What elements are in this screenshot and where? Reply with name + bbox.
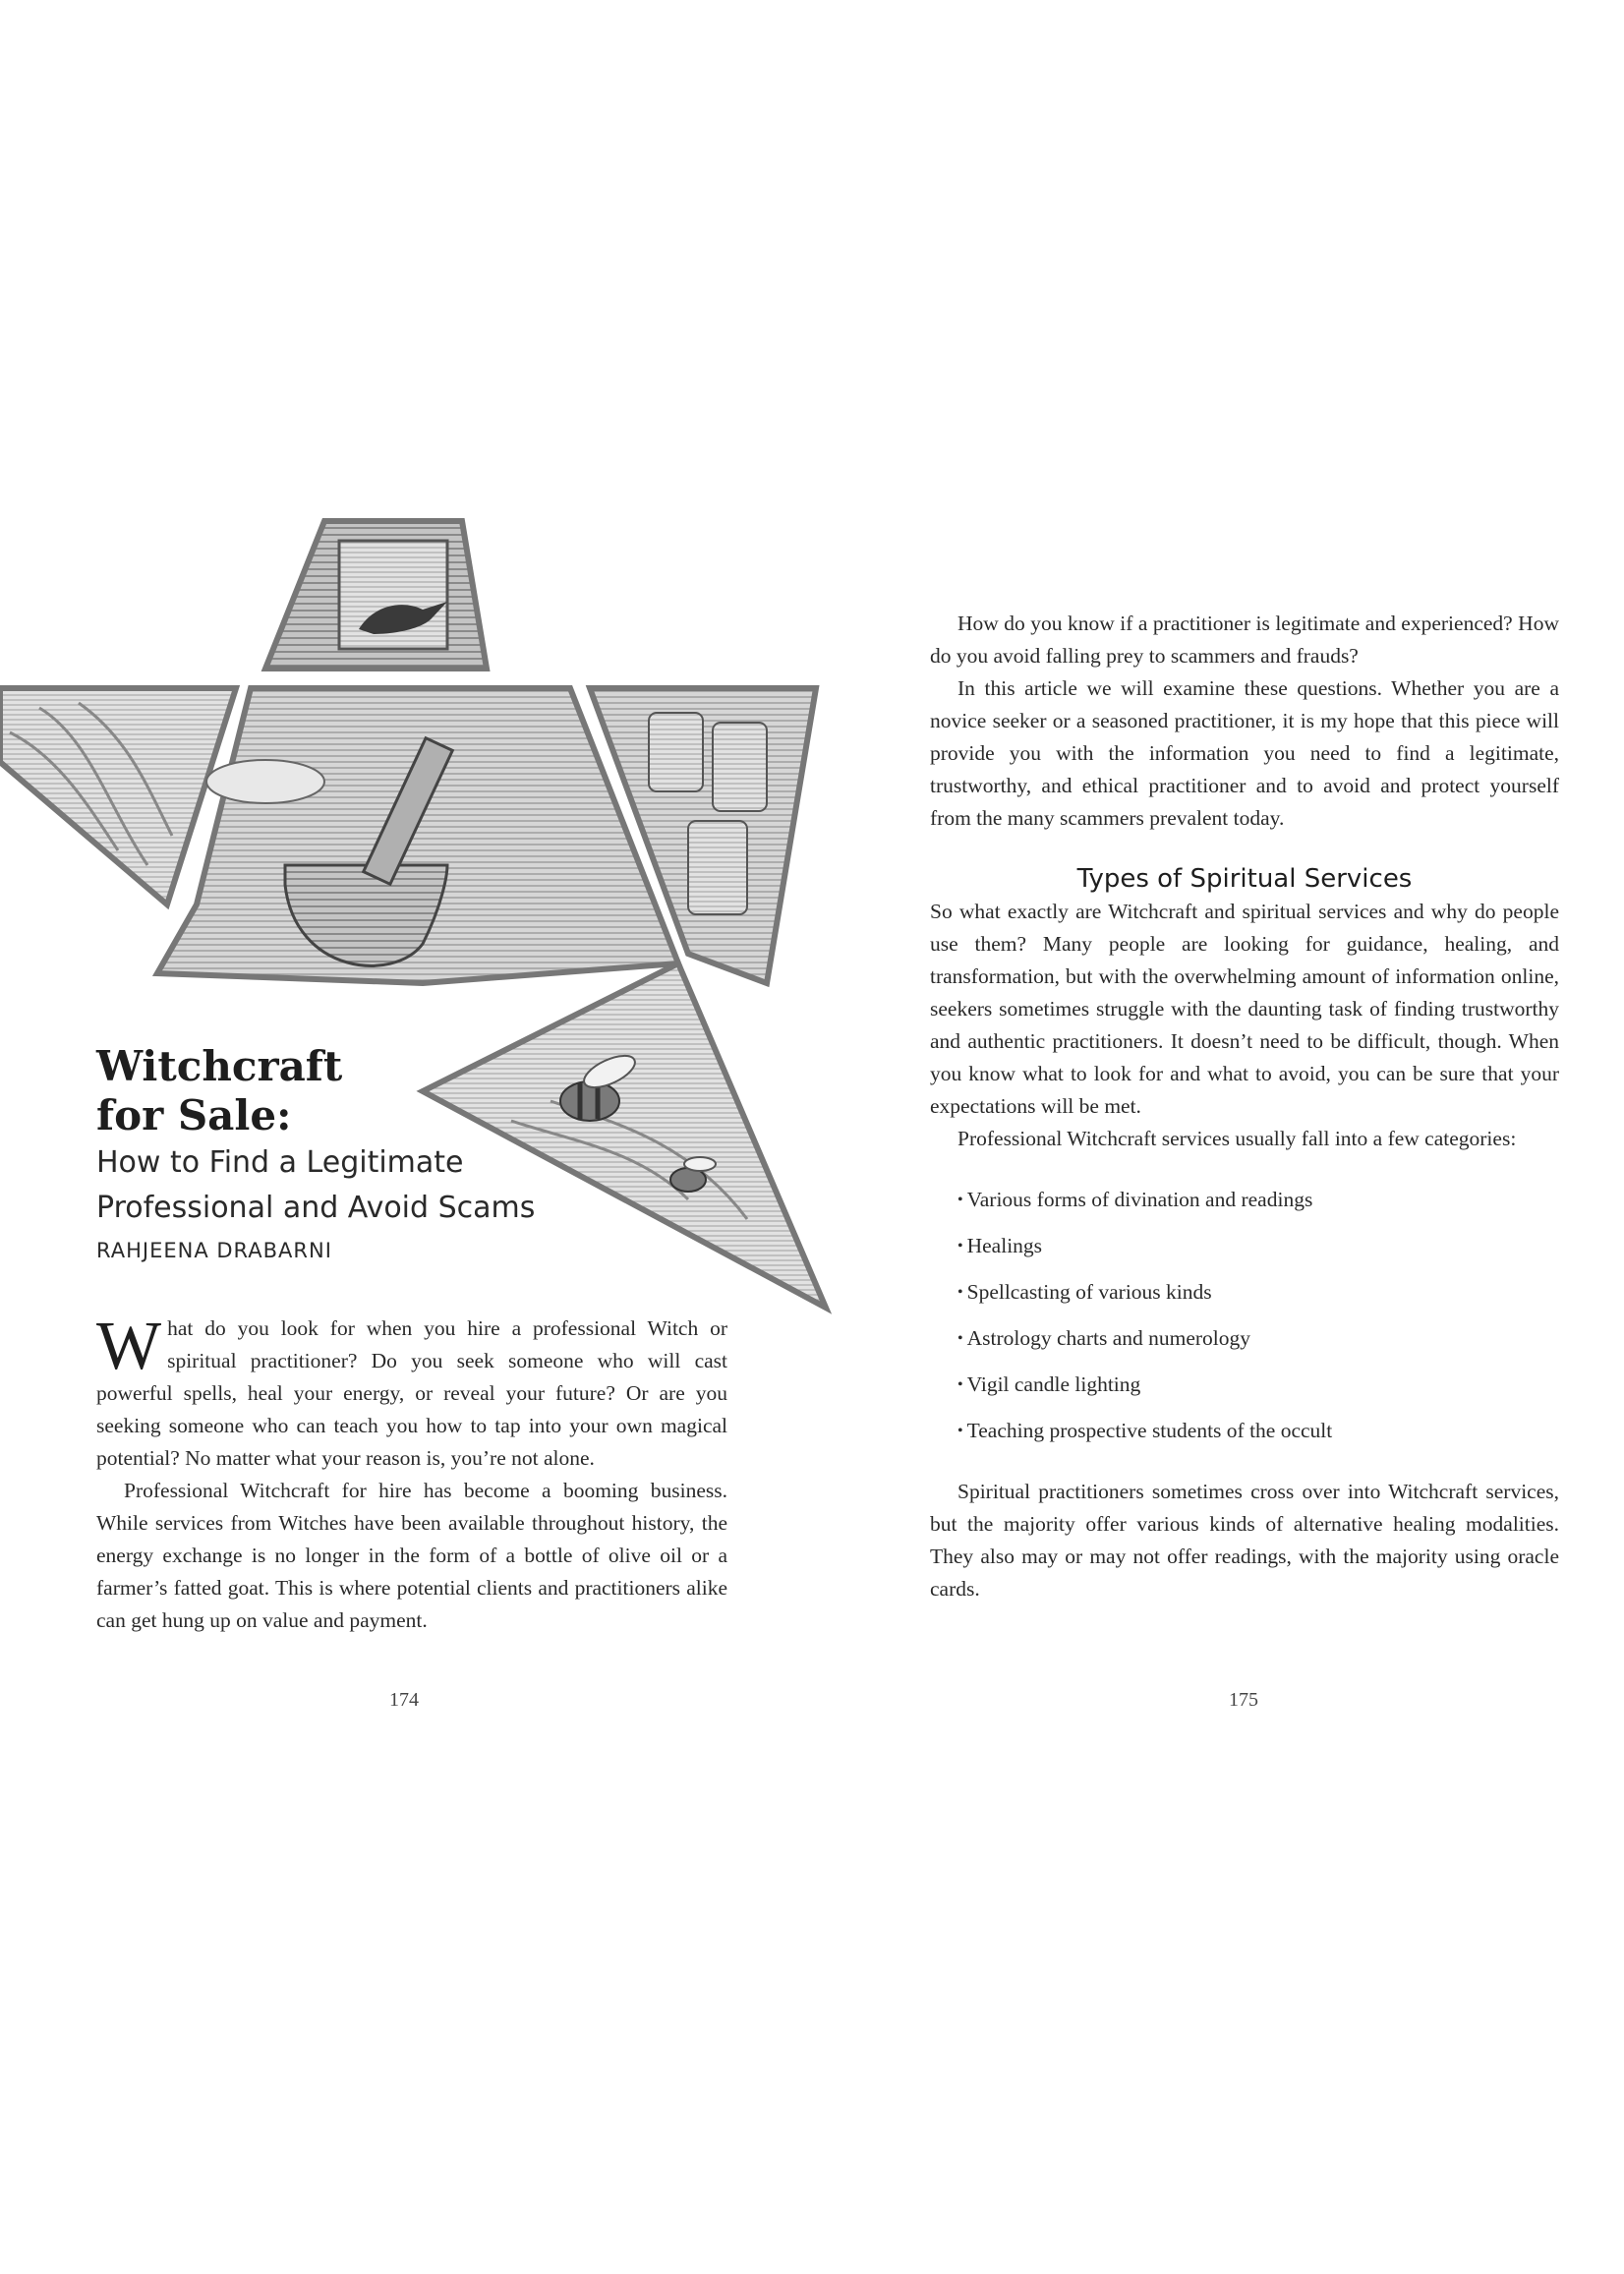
list-item: • Astrology charts and numerology: [957, 1315, 1559, 1362]
paragraph: Professional Witchcraft for hire has become a booming business. While services from Witches have been available throughout history, the energy exchange is no longer in the form of a bottle of olive oil or a farmer’s fatted goat. This is where potential clients and practitioners alike can get hung up on value and payment.: [96, 1479, 727, 1632]
subtitle-line-1: How to Find a Legitimate: [96, 1145, 464, 1180]
right-body-text: [930, 608, 1559, 1605]
title-block: [96, 1042, 686, 1262]
drop-cap: W: [96, 1309, 162, 1384]
list-item: • Various forms of divination and readings: [957, 1177, 1559, 1223]
crow-panel: [265, 521, 487, 669]
right-page: [812, 0, 1624, 2274]
jar-icon: [649, 713, 703, 791]
paragraph: In this article we will examine these questions. Whether you are a novice seeker or a seasoned practitioner, it is my hope that this piece will provide you with the information you need to find a legitimate, trustworthy, and ethical practitioner and to avoid and protect yourself from the many scammers prevalent today.: [930, 676, 1559, 830]
intro-paragraph: [96, 1309, 727, 1475]
list-item: • Teaching prospective students of the occult: [957, 1408, 1559, 1454]
petals-panel: [0, 688, 236, 904]
paragraph: So what exactly are Witchcraft and spiritual services and why do people use them? Many people are looking for guidance, healing, and transformation, but with the overwhelming amount of information online, seekers sometimes struggle with the daunting task of finding trustworthy and authentic practitioners. It doesn’t need to be difficult, though. When you know what to look for and what to avoid, you can be sure that your expectations will be met.: [930, 900, 1559, 1118]
paragraph: How do you know if a practitioner is legitimate and experienced? How do you avoid falling prey to scammers and frauds?: [930, 612, 1559, 668]
services-list: [957, 1177, 1559, 1454]
paragraph: Professional Witchcraft services usually fall into a few categories:: [957, 1127, 1517, 1150]
subtitle-line-2: Professional and Avoid Scams: [96, 1191, 536, 1225]
list-item: • Healings: [957, 1223, 1559, 1269]
mortar-panel: [157, 688, 678, 983]
section-heading: Types of Spiritual Services: [1076, 864, 1413, 894]
title-line-1: Witchcraft: [96, 1042, 343, 1090]
list-item: • Vigil candle lighting: [957, 1362, 1559, 1408]
intro-paragraph-text: hat do you look for when you hire a professional Witch or spiritual practitioner? Do you seek someone who will cast powerful spells, heal your energy, or reveal your future? Or are you seeking someone who can teach you how to tap into your own magical potential? No matter what your reason is, you’re not alone.: [96, 1316, 727, 1470]
title-line-2: for Sale:: [96, 1091, 292, 1139]
jar-icon: [713, 723, 767, 811]
paragraph: Spiritual practitioners sometimes cross over into Witchcraft services, but the majority offer various kinds of alternative healing modalities. They also may or may not offer readings, with the majority using oracle cards.: [930, 1480, 1559, 1601]
page-number: 175: [1229, 1689, 1258, 1711]
page-number: 174: [389, 1689, 419, 1711]
jar-icon: [688, 821, 747, 914]
author-byline: RAHJEENA DRABARNI: [96, 1239, 332, 1262]
list-item: • Spellcasting of various kinds: [957, 1269, 1559, 1315]
left-body-text: [96, 1309, 727, 1637]
